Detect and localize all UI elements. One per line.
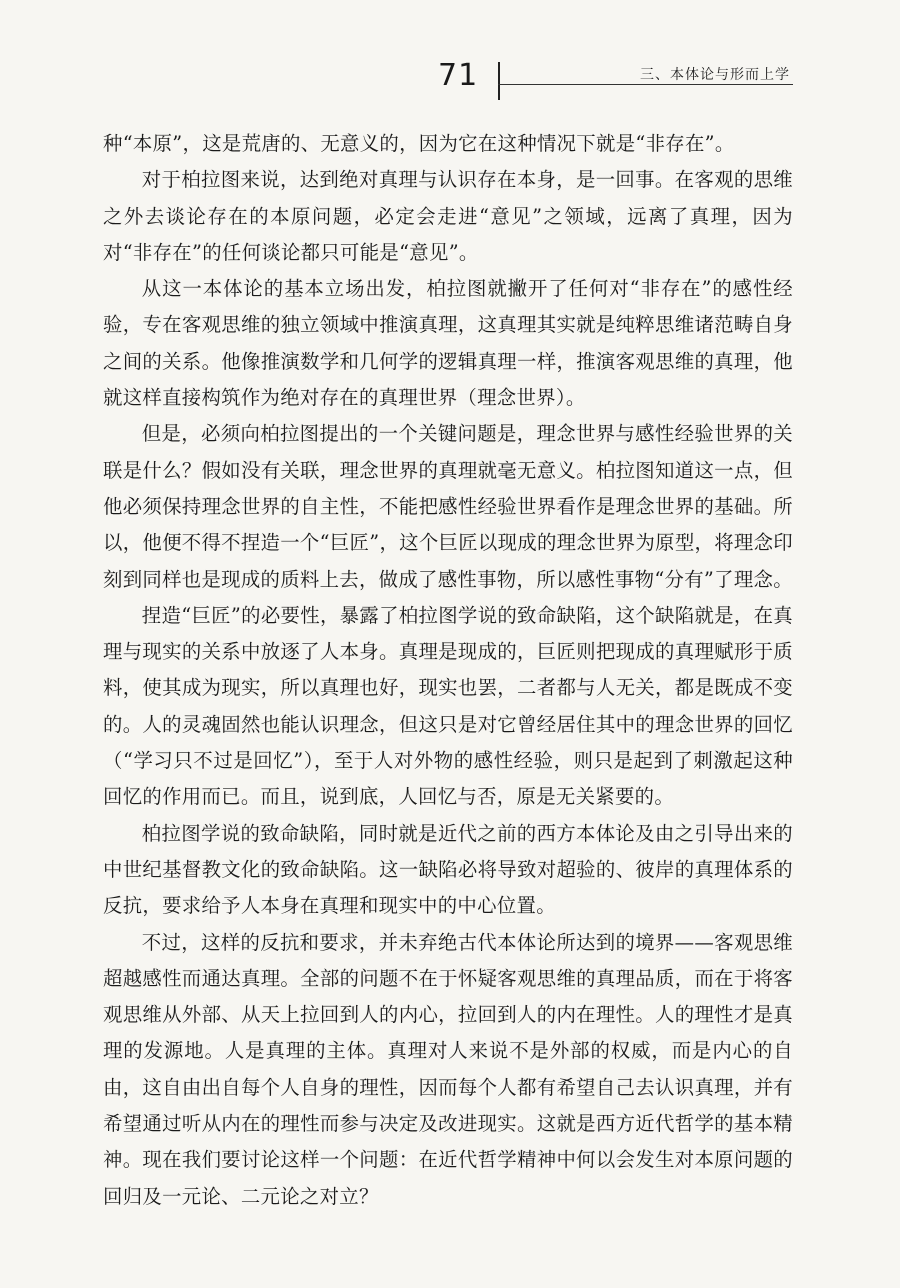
page-number: 71 [438, 58, 479, 93]
header-horizontal-rule [498, 84, 793, 85]
paragraph-continued: 种“本原”，这是荒唐的、无意义的，因为它在这种情况下就是“非存在”。 [103, 132, 735, 155]
header-vertical-rule [498, 62, 500, 100]
paragraph: 柏拉图学说的致命缺陷，同时就是近代之前的西方本体论及由之引导出来的中世纪基督教文化的致命缺陷。这一缺陷必将导致对超验的、彼岸的真理体系的反抗，要求给予人本身在真理和现实中的中心位置。 [103, 821, 793, 918]
paragraph: 对于柏拉图来说，达到绝对真理与认识存在本身，是一回事。在客观的思维之外去谈论存在的本原问题，必定会走进“意见”之领域，远离了真理，因为对“非存在”的任何谈论都只可能是“意见”。 [103, 168, 793, 264]
running-title: 三、本体论与形而上学 [640, 67, 790, 83]
body-text [103, 126, 793, 1215]
paragraph: 捏造“巨匠”的必要性，暴露了柏拉图学说的致命缺陷，这个缺陷就是，在真理与现实的关系中放逐了人本身。真理是现成的，巨匠则把现成的真理赋形于质料，使其成为现实，所以真理也好，现实也罢，二者都与人无关，都是既成不变的。人的灵魂固然也能认识理念，但这只是对它曾经居住其中的理念世界的回忆（“学习只不过是回忆”），至于人对外物的感性经验，则只是起到了刺激起这种回忆的作用而已。而且，说到底，人回忆与否，原是无关紧要的。 [103, 603, 793, 809]
paragraph: 不过，这样的反抗和要求，并未弃绝古代本体论所达到的境界——客观思维超越感性而通达真理。全部的问题不在于怀疑客观思维的真理品质，而在于将客观思维从外部、从天上拉回到人的内心，拉回到人的内在理性。人的理性才是真理的发源地。人是真理的主体。真理对人来说不是外部的权威，而是内心的自由，这自由出自每个人自身的理性，因而每个人都有希望自己去认识真理，并有希望通过听从内在的理性而参与决定及改进现实。这就是西方近代哲学的基本精神。现在我们要讨论这样一个问题：在近代哲学精神中何以会发生对本原问题的回归及一元论、二元论之对立？ [103, 930, 793, 1208]
paragraph: 但是，必须向柏拉图提出的一个关键问题是，理念世界与感性经验世界的关联是什么？假如没有关联，理念世界的真理就毫无意义。柏拉图知道这一点，但他必须保持理念世界的自主性，不能把感性经验世界看作是理念世界的基础。所以，他便不得不捏造一个“巨匠”，这个巨匠以现成的理念世界为原型，将理念印刻到同样也是现成的质料上去，做成了感性事物，所以感性事物“分有”了理念。 [103, 422, 793, 591]
page-header [0, 0, 900, 110]
paragraph: 从这一本体论的基本立场出发，柏拉图就撇开了任何对“非存在”的感性经验，专在客观思维的独立领域中推演真理，这真理其实就是纯粹思维诸范畴自身之间的关系。他像推演数学和几何学的逻辑真理一样，推演客观思维的真理，他就这样直接构筑作为绝对存在的真理世界（理念世界）。 [103, 277, 793, 410]
